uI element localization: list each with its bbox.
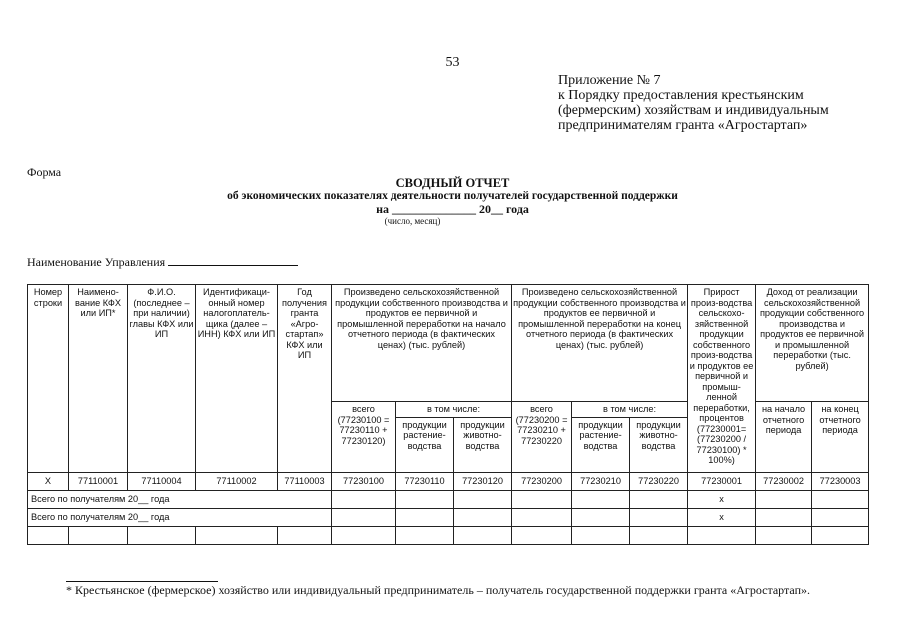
- report-date-line: на ______________ 20__ года: [376, 202, 529, 216]
- header-incl-start: в том числе:: [396, 402, 512, 418]
- code-cell: 77230210: [572, 472, 630, 490]
- appendix-line-4: предпринимателям гранта «Агростартап»: [558, 118, 808, 133]
- header-total-end: всего (77230200 = 77230210 + 77230220: [512, 402, 572, 473]
- header-kfh-name: Наимено-вание КФХ или ИП*: [69, 285, 128, 473]
- code-cell: 77110004: [128, 472, 196, 490]
- empty-row: [28, 526, 869, 544]
- header-inn: Идентификаци-онный номер налогоплатель-щика (далее – ИНН) КФХ или ИП: [196, 285, 278, 473]
- department-field: [27, 255, 298, 270]
- header-income-start: на начало отчетного периода: [756, 402, 812, 473]
- code-cell: 77230200: [512, 472, 572, 490]
- total-row-2: [28, 508, 869, 526]
- code-cell: 77230002: [756, 472, 812, 490]
- code-cell: 77110002: [196, 472, 278, 490]
- header-income: Доход от реализации сельскохозяйственной продукции собственного производства и продуктов ее первичной и промышленной переработки (тыс. рублей): [756, 285, 869, 402]
- header-growth: Прирост произ-водства сельскохо-зяйственной продукции собственного произ-водства и продуктов ее первичной и промыш-ленной переработки, процентов (77230001= (77230200 / 77230100) * 100%): [688, 285, 756, 473]
- header-animal-end: продукции животно-водства: [630, 417, 688, 472]
- appendix-line-2: к Порядку предоставления крестьянским: [558, 88, 804, 103]
- code-cell: 77110001: [69, 472, 128, 490]
- header-row-number: Номер строки: [28, 285, 69, 473]
- summary-report-table: [27, 284, 869, 545]
- total-row-growth-mark: х: [688, 490, 756, 508]
- report-date-hint: (число, месяц): [384, 216, 441, 226]
- appendix-line-3: (фермерским) хозяйствам и индивидуальным: [558, 103, 829, 118]
- header-plant-start: продукции растение-водства: [396, 417, 454, 472]
- code-cell: 77230120: [454, 472, 512, 490]
- report-heading: СВОДНЫЙ ОТЧЕТ: [395, 176, 510, 190]
- code-cell: 77230001: [688, 472, 756, 490]
- report-title: [0, 177, 905, 227]
- total-row-1: [28, 490, 869, 508]
- appendix-line-1: Приложение № 7: [558, 73, 661, 88]
- header-incl-end: в том числе:: [572, 402, 688, 418]
- footnote-divider: [66, 581, 218, 582]
- header-total-start: всего (77230100 = 77230110 + 77230120): [332, 402, 396, 473]
- total-row-growth-mark: х: [688, 508, 756, 526]
- footnote: * Крестьянское (фермерское) хозяйство или индивидуальный предприниматель – получатель государственной поддержки гранта «Агростартап».: [66, 583, 810, 597]
- code-cell: 77230220: [630, 472, 688, 490]
- code-cell: 77230110: [396, 472, 454, 490]
- code-cell: 77230100: [332, 472, 396, 490]
- header-plant-end: продукции растение-водства: [572, 417, 630, 472]
- header-income-end: на конец отчетного периода: [812, 402, 869, 473]
- total-row-label: Всего по получателям 20__ года: [28, 508, 332, 526]
- department-blank-line: [168, 255, 298, 266]
- header-produced-start: Произведено сельскохозяйственной продукции собственного производства и продуктов ее первичной и промышленной переработки на начало отчетного периода (в фактических ценах) (тыс. рублей): [332, 285, 512, 402]
- header-fio: Ф.И.О. (последнее – при наличии) главы КФХ или ИП: [128, 285, 196, 473]
- page-number: 53: [445, 55, 460, 70]
- header-grant-year: Год получения гранта «Агро-стартап» КФХ или ИП: [278, 285, 332, 473]
- code-cell: 77110003: [278, 472, 332, 490]
- code-cell: Х: [28, 472, 69, 490]
- report-subheading: об экономических показателях деятельности получателей государственной поддержки: [227, 190, 678, 202]
- form-label: Форма: [27, 165, 62, 179]
- code-cell: 77230003: [812, 472, 869, 490]
- header-produced-end: Произведено сельскохозяйственной продукции собственного производства и продуктов ее первичной и промышленной переработки на конец отчетного периода (в фактических ценах) (тыс. рублей): [512, 285, 688, 402]
- total-row-label: Всего по получателям 20__ года: [28, 490, 332, 508]
- code-row: [28, 472, 869, 490]
- department-label: Наименование Управления: [27, 255, 166, 269]
- appendix-note: [558, 73, 829, 133]
- header-row-1: [28, 285, 869, 402]
- header-animal-start: продукции животно-водства: [454, 417, 512, 472]
